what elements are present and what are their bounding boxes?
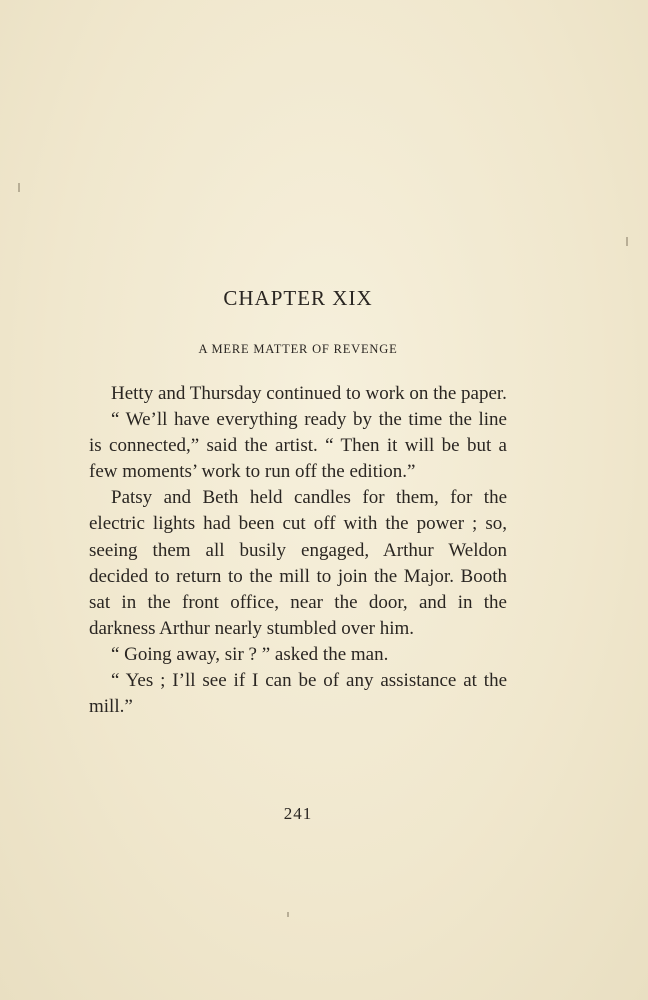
- chapter-subtitle: A MERE MATTER OF REVENGE: [198, 342, 398, 356]
- page-number: 241: [283, 804, 313, 823]
- body-text: [89, 381, 507, 720]
- paper-speck: [18, 183, 20, 192]
- paragraph: Patsy and Beth held candles for them, for the electric lights had been cut off with the power ; so, seeing them all busily engaged, Arthur Weldon decided to return to the mill to join the Major. Booth sat in the front office, near the door, and in the darkness Arthur nearly stumbled over him.: [89, 487, 507, 639]
- paragraph: Hetty and Thursday continued to work on the paper.: [111, 383, 507, 404]
- paragraph: “ We’ll have everything ready by the time the line is connected,” said the artist. “ Then it will be but a few moments’ work to run off the edition.”: [89, 409, 507, 483]
- paper-speck: [626, 237, 628, 246]
- paragraph: “ Yes ; I’ll see if I can be of any assistance at the mill.”: [89, 670, 507, 718]
- paragraph: “ Going away, sir ? ” asked the man.: [111, 643, 389, 665]
- chapter-title: CHAPTER XIX: [223, 286, 373, 310]
- paper-speck: [287, 912, 289, 917]
